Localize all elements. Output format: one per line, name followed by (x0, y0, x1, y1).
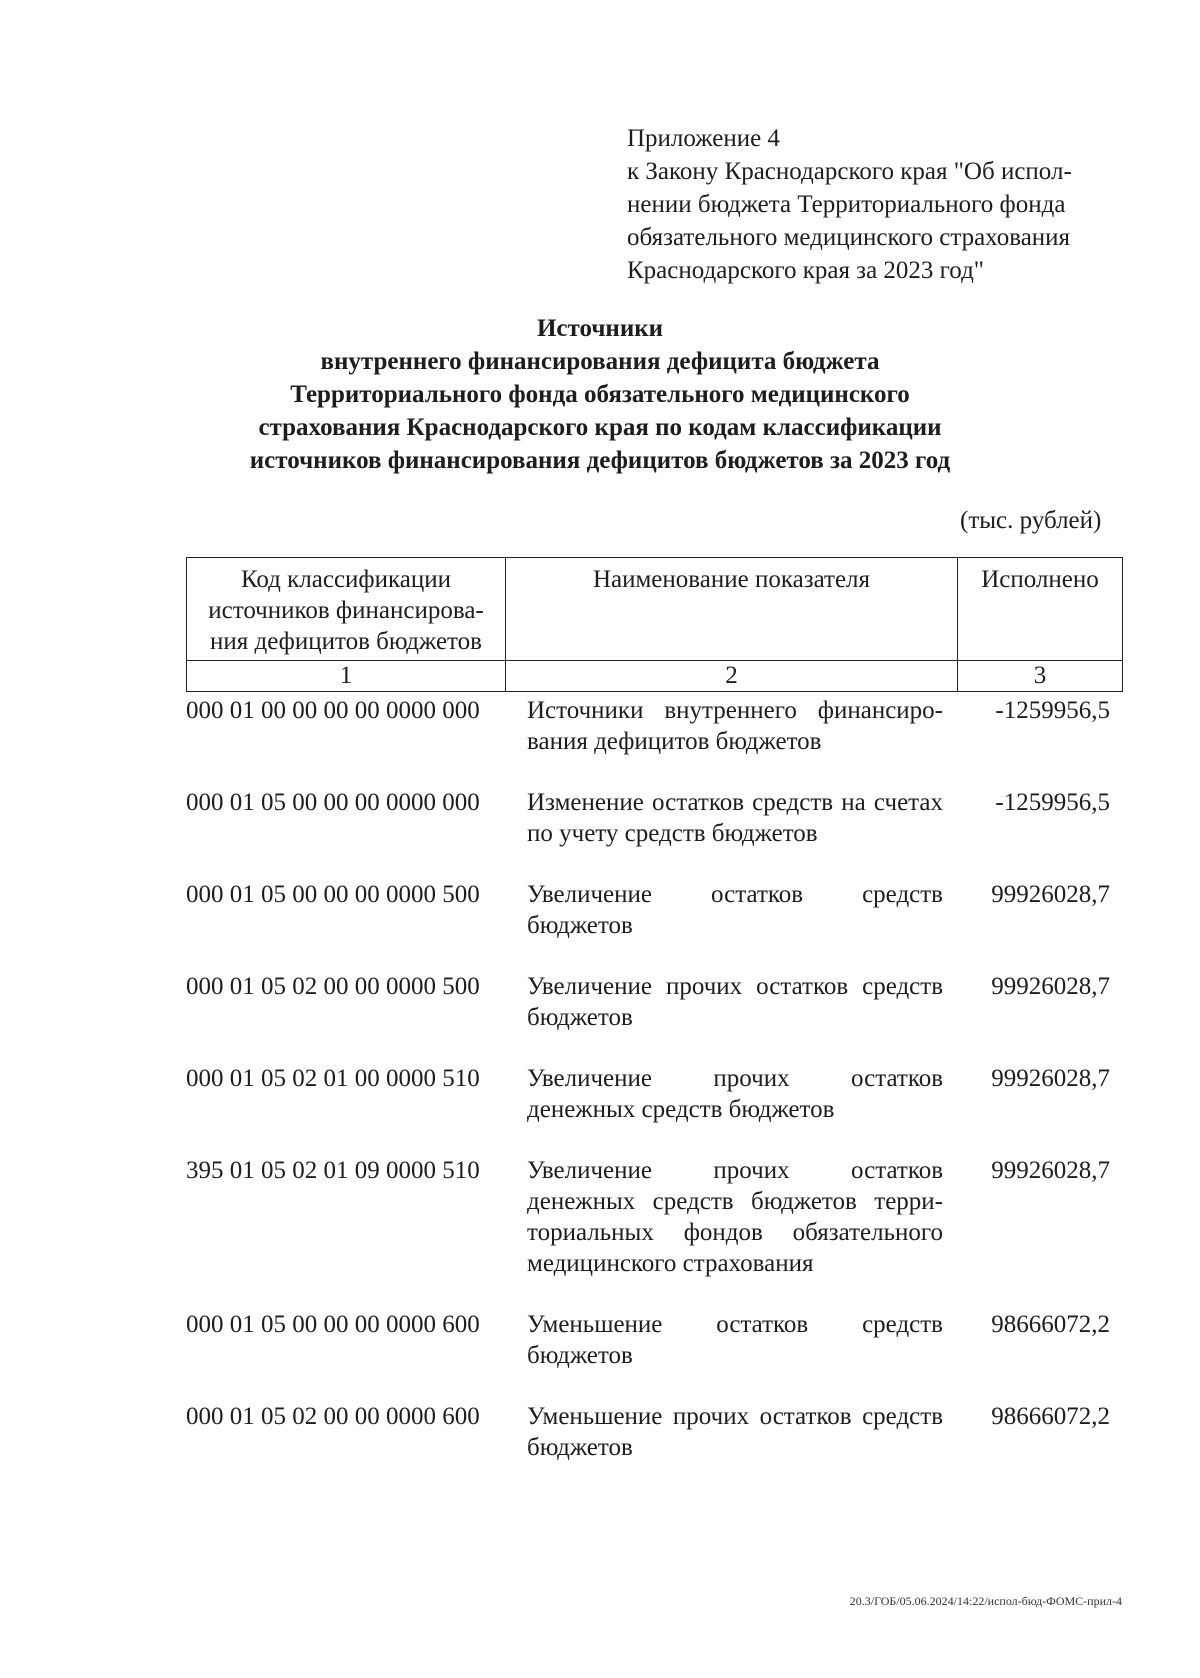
column-number: 1 (187, 661, 506, 692)
row-name: Уменьшение остатков средств бюджетов (527, 1311, 943, 1369)
table-row (186, 1401, 1122, 1493)
title-line: внутреннего финансирования дефицита бюджета (320, 348, 880, 375)
appendix-line: к Закону Краснодарского края "Об испол- (627, 158, 1072, 185)
column-number: 2 (506, 661, 958, 692)
footer-reference: 20.3/ГОБ/05.06.2024/14:22/испол-бюд-ФОМС-прил-4 (849, 1594, 1122, 1608)
appendix-line: обязательного медицинского страхования (627, 224, 1071, 251)
table-row (186, 879, 1122, 971)
row-value: -1259956,5 (995, 789, 1110, 816)
row-name: Источники внутреннего финансиро-вания дефицитов бюджетов (527, 697, 943, 755)
row-code: 000 01 05 02 00 00 0000 500 (186, 973, 480, 1000)
row-name: Уменьшение прочих остатков средств бюджетов (527, 1403, 943, 1461)
row-code: 000 01 05 00 00 00 0000 600 (186, 1311, 480, 1338)
row-code: 000 01 00 00 00 00 0000 000 (186, 697, 480, 724)
header-value: Исполнено (958, 558, 1123, 661)
row-code: 000 01 05 02 00 00 0000 600 (186, 1403, 480, 1430)
row-value: -1259956,5 (995, 697, 1110, 724)
table-row (186, 1063, 1122, 1155)
row-code: 000 01 05 02 01 00 0000 510 (186, 1065, 480, 1092)
table-row (186, 1155, 1122, 1309)
row-value: 99926028,7 (991, 1065, 1110, 1092)
row-name: Изменение остатков средств на счетах по учету средств бюджетов (527, 789, 943, 847)
row-value: 99926028,7 (991, 881, 1110, 908)
document-title (150, 312, 1050, 477)
table-header (186, 557, 1123, 692)
unit-label: (тыс. рублей) (960, 507, 1102, 534)
column-number: 3 (958, 661, 1123, 692)
table-row (186, 695, 1122, 787)
title-line: источников финансирования дефицитов бюджетов за 2023 год (249, 447, 951, 474)
row-name: Увеличение прочих остатков средств бюджетов (527, 973, 943, 1031)
row-code: 000 01 05 00 00 00 0000 000 (186, 789, 480, 816)
row-value: 99926028,7 (991, 1157, 1110, 1184)
title-line: страхования Краснодарского края по кодам классификации (258, 414, 942, 441)
row-code: 395 01 05 02 01 09 0000 510 (186, 1157, 480, 1184)
row-value: 98666072,2 (991, 1403, 1110, 1430)
title-line: Территориального фонда обязательного медицинского (290, 381, 910, 408)
appendix-note (627, 122, 1127, 287)
table-row (186, 1309, 1122, 1401)
header-name: Наименование показателя (506, 558, 958, 661)
row-name: Увеличение прочих остатков денежных средств бюджетов (527, 1065, 943, 1123)
data-table (186, 695, 1122, 1493)
appendix-line: Краснодарского края за 2023 год" (627, 257, 984, 284)
row-value: 99926028,7 (991, 973, 1110, 1000)
row-code: 000 01 05 00 00 00 0000 500 (186, 881, 480, 908)
appendix-line: нении бюджета Территориального фонда (627, 191, 1066, 218)
table-row (186, 971, 1122, 1063)
row-value: 98666072,2 (991, 1311, 1110, 1338)
title-line: Источники (536, 315, 664, 342)
header-code: Код классификации источников финансирова-ния дефицитов бюджетов (187, 558, 506, 661)
row-name: Увеличение прочих остатков денежных средств бюджетов терри-ториальных фондов обязательного медицинского страхования (527, 1157, 943, 1277)
table-row (186, 787, 1122, 879)
row-name: Увеличение остатков средств бюджетов (527, 881, 943, 939)
appendix-line: Приложение 4 (627, 125, 780, 152)
